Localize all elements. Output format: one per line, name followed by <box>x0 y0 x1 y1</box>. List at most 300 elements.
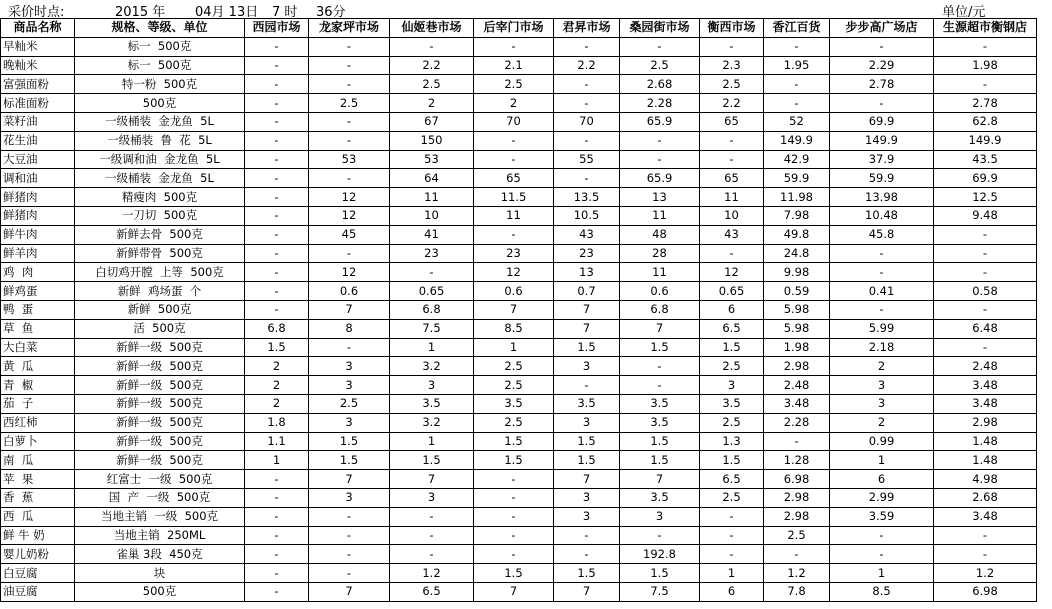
price-cell: 1.98 <box>934 56 1037 75</box>
price-cell: 1.2 <box>934 564 1037 583</box>
price-cell: 5.98 <box>764 300 830 319</box>
column-header: 香江百货 <box>764 19 830 38</box>
price-cell: 1.5 <box>554 564 620 583</box>
price-cell: - <box>554 545 620 564</box>
item-name-cell: 西红柿 <box>1 413 75 432</box>
price-cell: 3 <box>554 507 620 526</box>
item-name-cell: 西 瓜 <box>1 507 75 526</box>
table-row <box>1 451 1037 470</box>
table-row <box>1 319 1037 338</box>
price-cell: 3 <box>309 488 390 507</box>
hour-text: 7 时 <box>272 5 298 20</box>
price-cell: - <box>474 37 554 56</box>
item-name-cell: 油豆腐 <box>1 582 75 601</box>
price-cell: 48 <box>620 225 700 244</box>
price-cell: 1.5 <box>700 338 764 357</box>
price-cell: - <box>620 150 700 169</box>
spec-cell: 新鲜一级 500克 <box>75 413 245 432</box>
price-cell: 6 <box>830 470 934 489</box>
price-cell: - <box>554 37 620 56</box>
price-cell: 11 <box>474 206 554 225</box>
price-cell: 7 <box>474 582 554 601</box>
price-cell: - <box>620 131 700 150</box>
price-cell: - <box>934 300 1037 319</box>
price-cell: 12 <box>309 206 390 225</box>
price-cell: 2.5 <box>309 394 390 413</box>
price-cell: 23 <box>390 244 474 263</box>
price-cell: 43.5 <box>934 150 1037 169</box>
price-cell: - <box>309 244 390 263</box>
price-cell: 1.5 <box>554 432 620 451</box>
price-cell: - <box>830 300 934 319</box>
price-cell: 5.99 <box>830 319 934 338</box>
price-table <box>0 18 1037 602</box>
price-cell: - <box>620 376 700 395</box>
price-cell: 3.48 <box>764 394 830 413</box>
price-cell: 2.5 <box>764 526 830 545</box>
table-row <box>1 56 1037 75</box>
unit-text: 单位/元 <box>942 5 986 20</box>
price-cell: 2.99 <box>830 488 934 507</box>
price-cell: - <box>700 526 764 545</box>
price-cell: - <box>474 150 554 169</box>
price-cell: 7.5 <box>620 582 700 601</box>
price-cell: 2.5 <box>620 56 700 75</box>
price-cell: - <box>309 545 390 564</box>
table-row <box>1 564 1037 583</box>
price-cell: 6.8 <box>390 300 474 319</box>
price-cell: 0.41 <box>830 282 934 301</box>
price-cell: - <box>764 94 830 113</box>
item-name-cell: 鲜 牛 奶 <box>1 526 75 545</box>
price-cell: 7.5 <box>390 319 474 338</box>
time-label: 采价时点: <box>8 5 65 20</box>
price-cell: - <box>245 94 309 113</box>
price-cell: 6.5 <box>700 319 764 338</box>
price-cell: - <box>700 131 764 150</box>
item-name-cell: 大白菜 <box>1 338 75 357</box>
item-name-cell: 南 瓜 <box>1 451 75 470</box>
table-row <box>1 131 1037 150</box>
table-row <box>1 112 1037 131</box>
price-cell: 2.2 <box>700 94 764 113</box>
item-name-cell: 苹 果 <box>1 470 75 489</box>
price-cell: 6.5 <box>390 582 474 601</box>
price-cell: - <box>830 37 934 56</box>
price-cell: 3.2 <box>390 413 474 432</box>
spec-cell: 新鲜一级 500克 <box>75 376 245 395</box>
price-cell: 7 <box>309 300 390 319</box>
price-cell: 42.9 <box>764 150 830 169</box>
spec-cell: 新鲜一级 500克 <box>75 338 245 357</box>
price-cell: 1 <box>830 451 934 470</box>
table-row <box>1 357 1037 376</box>
price-cell: - <box>554 169 620 188</box>
price-cell: 45 <box>309 225 390 244</box>
price-cell: 1.5 <box>390 451 474 470</box>
price-cell: 10.48 <box>830 206 934 225</box>
item-name-cell: 草 鱼 <box>1 319 75 338</box>
item-name-cell: 富强面粉 <box>1 75 75 94</box>
price-cell: - <box>390 545 474 564</box>
price-cell: - <box>764 75 830 94</box>
price-cell: 13.98 <box>830 188 934 207</box>
price-cell: 7.8 <box>764 582 830 601</box>
price-cell: - <box>309 526 390 545</box>
price-cell: 2.5 <box>700 413 764 432</box>
table-row <box>1 75 1037 94</box>
price-cell: - <box>554 376 620 395</box>
price-cell: 23 <box>474 244 554 263</box>
item-name-cell: 白豆腐 <box>1 564 75 583</box>
column-header: 仙姬巷市场 <box>390 19 474 38</box>
price-cell: - <box>830 545 934 564</box>
price-cell: - <box>474 225 554 244</box>
price-cell: 3 <box>309 357 390 376</box>
price-cell: 53 <box>390 150 474 169</box>
item-name-cell: 茄 子 <box>1 394 75 413</box>
price-cell: - <box>309 131 390 150</box>
price-cell: 2.68 <box>620 75 700 94</box>
price-cell: 2.98 <box>764 357 830 376</box>
price-cell: 2.78 <box>830 75 934 94</box>
price-cell: 12 <box>309 263 390 282</box>
price-cell: 1 <box>390 432 474 451</box>
price-cell: 65 <box>700 112 764 131</box>
price-cell: 6.8 <box>245 319 309 338</box>
item-name-cell: 鲜牛肉 <box>1 225 75 244</box>
price-cell: 53 <box>309 150 390 169</box>
price-cell: - <box>245 112 309 131</box>
price-cell: 2 <box>245 357 309 376</box>
price-cell: 3.5 <box>620 413 700 432</box>
price-cell: 7.98 <box>764 206 830 225</box>
price-cell: 2.28 <box>764 413 830 432</box>
price-cell: - <box>764 37 830 56</box>
price-cell: - <box>245 582 309 601</box>
price-cell: 2 <box>390 94 474 113</box>
price-cell: - <box>309 564 390 583</box>
price-cell: 7 <box>390 470 474 489</box>
price-cell: 1.2 <box>764 564 830 583</box>
item-name-cell: 香 蕉 <box>1 488 75 507</box>
price-cell: 69.9 <box>934 169 1037 188</box>
spec-cell: 国 产 一级 500克 <box>75 488 245 507</box>
spec-cell: 标一 500克 <box>75 56 245 75</box>
spec-cell: 一级调和油 金龙鱼 5L <box>75 150 245 169</box>
price-cell: 3 <box>554 413 620 432</box>
table-row <box>1 545 1037 564</box>
item-name-cell: 鲜猪肉 <box>1 206 75 225</box>
price-cell: - <box>309 37 390 56</box>
price-cell: 13 <box>554 263 620 282</box>
column-header: 桑园街市场 <box>620 19 700 38</box>
price-cell: 0.65 <box>390 282 474 301</box>
price-cell: - <box>620 357 700 376</box>
price-cell: 3.48 <box>934 376 1037 395</box>
price-cell: - <box>245 75 309 94</box>
column-header: 龙家坪市场 <box>309 19 390 38</box>
item-name-cell: 调和油 <box>1 169 75 188</box>
price-cell: 0.65 <box>700 282 764 301</box>
price-cell: 12 <box>700 263 764 282</box>
price-cell: 0.59 <box>764 282 830 301</box>
price-cell: 2.2 <box>554 56 620 75</box>
item-name-cell: 鸡 肉 <box>1 263 75 282</box>
price-cell: 3 <box>700 376 764 395</box>
price-cell: 1.5 <box>620 564 700 583</box>
table-row <box>1 263 1037 282</box>
table-row <box>1 169 1037 188</box>
price-cell: 1.5 <box>245 338 309 357</box>
price-cell: 2.98 <box>934 413 1037 432</box>
spec-cell: 新鲜去骨 500克 <box>75 225 245 244</box>
price-cell: 59.9 <box>830 169 934 188</box>
price-cell: 28 <box>620 244 700 263</box>
column-header: 西园市场 <box>245 19 309 38</box>
price-cell: 7 <box>620 470 700 489</box>
spec-cell: 红富士 一级 500克 <box>75 470 245 489</box>
item-name-cell: 花生油 <box>1 131 75 150</box>
price-cell: 0.99 <box>830 432 934 451</box>
price-cell: - <box>934 338 1037 357</box>
price-cell: - <box>390 37 474 56</box>
price-cell: 3.5 <box>390 394 474 413</box>
price-cell: 2 <box>830 357 934 376</box>
price-cell: 12 <box>309 188 390 207</box>
price-cell: 0.6 <box>309 282 390 301</box>
spec-cell: 新鲜 500克 <box>75 300 245 319</box>
price-cell: 2.5 <box>474 376 554 395</box>
price-cell: 6.98 <box>934 582 1037 601</box>
price-cell: - <box>245 169 309 188</box>
spec-cell: 当地主销 250ML <box>75 526 245 545</box>
price-cell: - <box>245 225 309 244</box>
price-cell: 7 <box>309 470 390 489</box>
spec-cell: 特一粉 500克 <box>75 75 245 94</box>
price-cell: - <box>764 432 830 451</box>
price-cell: 2.5 <box>474 413 554 432</box>
price-cell: 45.8 <box>830 225 934 244</box>
price-cell: 3.5 <box>620 394 700 413</box>
price-cell: 1.5 <box>620 451 700 470</box>
price-cell: 1.5 <box>309 451 390 470</box>
price-cell: - <box>830 244 934 263</box>
table-row <box>1 488 1037 507</box>
column-header: 衡西市场 <box>700 19 764 38</box>
price-cell: - <box>245 263 309 282</box>
table-row <box>1 188 1037 207</box>
price-cell: 12 <box>474 263 554 282</box>
price-cell: 2.5 <box>474 75 554 94</box>
spec-cell: 500克 <box>75 582 245 601</box>
table-row <box>1 206 1037 225</box>
price-cell: 0.6 <box>620 282 700 301</box>
spec-cell: 标一 500克 <box>75 37 245 56</box>
price-cell: 2.5 <box>390 75 474 94</box>
spec-cell: 当地主销 一级 500克 <box>75 507 245 526</box>
price-cell: 3 <box>390 376 474 395</box>
price-cell: - <box>309 338 390 357</box>
price-cell: 1 <box>830 564 934 583</box>
price-cell: 7 <box>474 300 554 319</box>
price-cell: 11.98 <box>764 188 830 207</box>
spec-cell: 活 500克 <box>75 319 245 338</box>
price-cell: 65.9 <box>620 112 700 131</box>
price-cell: 2.68 <box>934 488 1037 507</box>
price-cell: - <box>245 300 309 319</box>
spec-cell: 新鲜一级 500克 <box>75 394 245 413</box>
price-cell: 11 <box>700 188 764 207</box>
price-cell: - <box>474 526 554 545</box>
price-cell: 3 <box>309 413 390 432</box>
price-cell: 1.95 <box>764 56 830 75</box>
price-cell: 11 <box>620 263 700 282</box>
price-cell: 59.9 <box>764 169 830 188</box>
spec-cell: 新鲜带骨 500克 <box>75 244 245 263</box>
column-header: 后宰门市场 <box>474 19 554 38</box>
price-cell: - <box>934 545 1037 564</box>
spec-cell: 一刀切 500克 <box>75 206 245 225</box>
price-cell: 3 <box>554 357 620 376</box>
price-cell: 65 <box>474 169 554 188</box>
column-header: 规格、等级、单位 <box>75 19 245 38</box>
price-cell: 10 <box>700 206 764 225</box>
survey-time-bar <box>0 0 1052 18</box>
price-cell: 1.2 <box>390 564 474 583</box>
spec-cell: 一级桶装 鲁 花 5L <box>75 131 245 150</box>
price-cell: 1.5 <box>554 451 620 470</box>
price-cell: 1.5 <box>474 564 554 583</box>
price-cell: 3.48 <box>934 507 1037 526</box>
price-cell: 1.28 <box>764 451 830 470</box>
price-cell: 7 <box>309 582 390 601</box>
price-cell: 6.48 <box>934 319 1037 338</box>
table-row <box>1 526 1037 545</box>
price-cell: 0.58 <box>934 282 1037 301</box>
item-name-cell: 晚籼米 <box>1 56 75 75</box>
price-cell: 8.5 <box>830 582 934 601</box>
price-cell: 6.5 <box>700 470 764 489</box>
price-cell: 65 <box>700 169 764 188</box>
price-cell: 3.5 <box>554 394 620 413</box>
price-cell: 1.48 <box>934 432 1037 451</box>
price-cell: 150 <box>390 131 474 150</box>
price-cell: 43 <box>554 225 620 244</box>
price-cell: 1.5 <box>620 432 700 451</box>
price-cell: - <box>830 263 934 282</box>
price-cell: 3.2 <box>390 357 474 376</box>
price-cell: 2 <box>830 413 934 432</box>
price-cell: 2.5 <box>700 75 764 94</box>
table-row <box>1 470 1037 489</box>
price-cell: 2.98 <box>764 488 830 507</box>
price-cell: - <box>934 263 1037 282</box>
column-header: 生源超市衡钢店 <box>934 19 1037 38</box>
item-name-cell: 鲜猪肉 <box>1 188 75 207</box>
price-cell: 6.98 <box>764 470 830 489</box>
price-cell: - <box>309 75 390 94</box>
price-cell: 10.5 <box>554 206 620 225</box>
item-name-cell: 白萝卜 <box>1 432 75 451</box>
spec-cell: 一级桶装 金龙鱼 5L <box>75 169 245 188</box>
price-cell: - <box>934 225 1037 244</box>
price-cell: 43 <box>700 225 764 244</box>
price-cell: 2.5 <box>474 357 554 376</box>
price-cell: - <box>830 94 934 113</box>
price-cell: - <box>620 526 700 545</box>
item-name-cell: 大豆油 <box>1 150 75 169</box>
price-cell: 1.48 <box>934 451 1037 470</box>
price-cell: 3.59 <box>830 507 934 526</box>
price-cell: - <box>245 564 309 583</box>
price-cell: 7 <box>620 319 700 338</box>
price-cell: 1 <box>245 451 309 470</box>
price-cell: 55 <box>554 150 620 169</box>
price-cell: 70 <box>474 112 554 131</box>
price-cell: - <box>390 526 474 545</box>
price-cell: 1 <box>474 338 554 357</box>
price-cell: - <box>309 112 390 131</box>
price-cell: 1 <box>700 564 764 583</box>
price-cell: - <box>700 244 764 263</box>
price-cell: - <box>245 507 309 526</box>
price-cell: - <box>309 169 390 188</box>
price-cell: - <box>245 526 309 545</box>
price-cell: - <box>934 244 1037 263</box>
spec-cell: 白切鸡开膛 上等 500克 <box>75 263 245 282</box>
price-cell: 149.9 <box>764 131 830 150</box>
price-cell: 11 <box>390 188 474 207</box>
price-cell: - <box>474 507 554 526</box>
price-cell: 10 <box>390 206 474 225</box>
price-cell: - <box>830 526 934 545</box>
price-cell: 7 <box>554 319 620 338</box>
table-row <box>1 94 1037 113</box>
price-cell: 0.6 <box>474 282 554 301</box>
price-cell: 3 <box>554 488 620 507</box>
item-name-cell: 标准面粉 <box>1 94 75 113</box>
spec-cell: 雀巢 3段 450克 <box>75 545 245 564</box>
price-cell: - <box>700 507 764 526</box>
price-cell: 3.48 <box>934 394 1037 413</box>
price-cell: - <box>474 545 554 564</box>
price-cell: 2.98 <box>764 507 830 526</box>
price-cell: 13.5 <box>554 188 620 207</box>
price-cell: 13 <box>620 188 700 207</box>
table-row <box>1 432 1037 451</box>
table-row <box>1 300 1037 319</box>
column-header: 君昇市场 <box>554 19 620 38</box>
table-row <box>1 394 1037 413</box>
price-cell: 3 <box>830 376 934 395</box>
item-name-cell: 早籼米 <box>1 37 75 56</box>
price-cell: - <box>245 282 309 301</box>
price-cell: 192.8 <box>620 545 700 564</box>
price-cell: 2.78 <box>934 94 1037 113</box>
spec-cell: 一级桶装 金龙鱼 5L <box>75 112 245 131</box>
item-name-cell: 鸭 蛋 <box>1 300 75 319</box>
price-cell: - <box>245 206 309 225</box>
price-cell: 1.98 <box>764 338 830 357</box>
price-cell: 2.28 <box>620 94 700 113</box>
price-cell: 37.9 <box>830 150 934 169</box>
price-cell: 70 <box>554 112 620 131</box>
price-cell: 69.9 <box>830 112 934 131</box>
table-row <box>1 376 1037 395</box>
price-cell: 2.5 <box>309 94 390 113</box>
price-cell: 24.8 <box>764 244 830 263</box>
